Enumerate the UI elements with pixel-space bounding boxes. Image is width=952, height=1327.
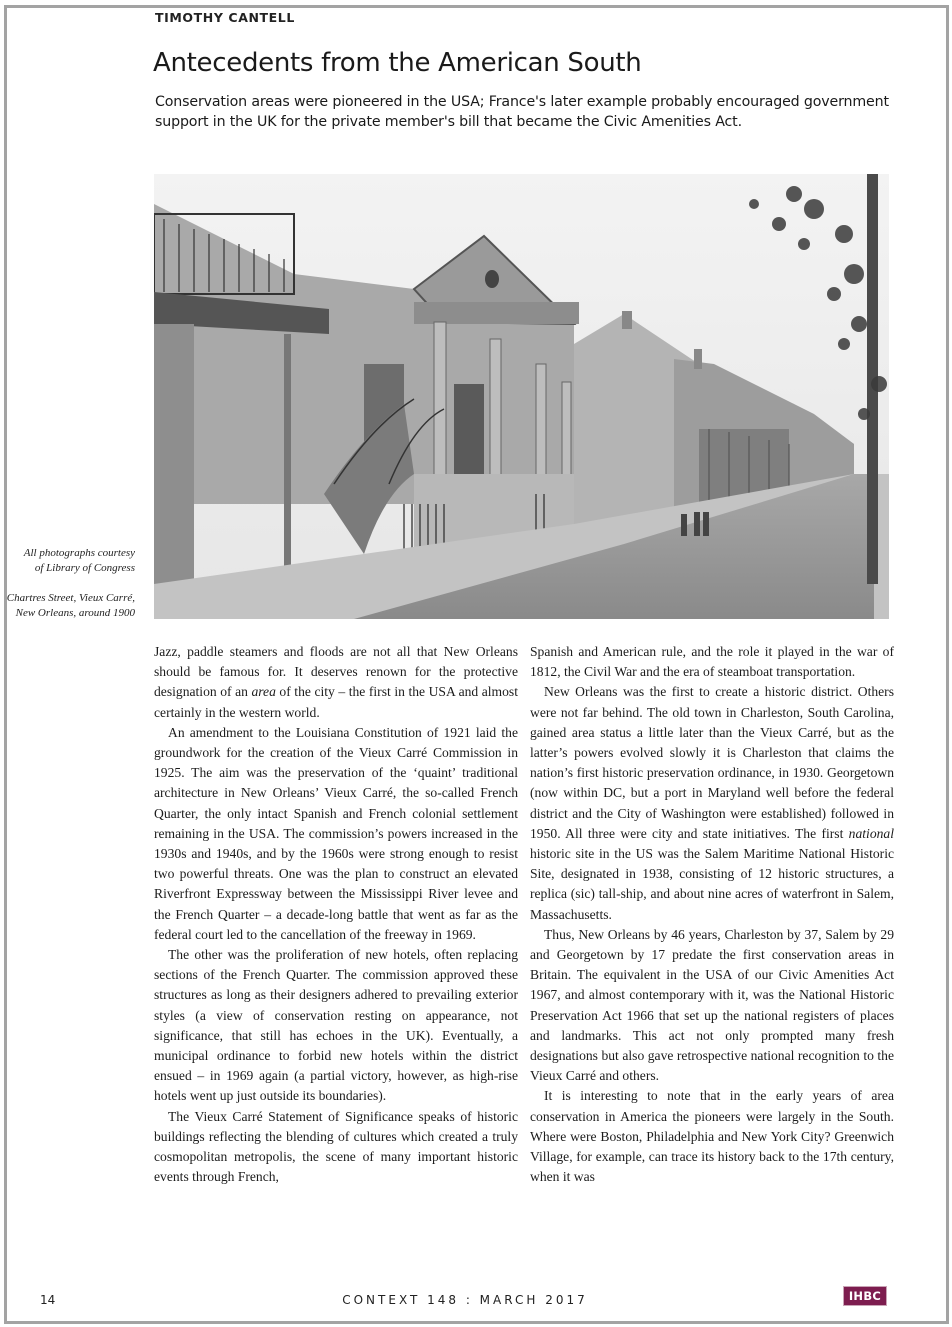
paragraph: The Vieux Carré Statement of Significance speaks of historic buildings reflecting the blending of cultures which created a truly cosmopolitan metropolis, the scene of many important historic events through French, bbox=[154, 1108, 518, 1185]
standfirst: Conservation areas were pioneered in the USA; France's later example probably encouraged government support in the UK for the private member's bill that became the Civic Amenities Act. bbox=[155, 94, 889, 130]
paragraph: Jazz, paddle steamers and floods are not all that New Orleans should be famous for. It deserves renown for the protective designation of an area of the city – the first in the USA and almost certainly in the western world. bbox=[154, 644, 518, 720]
paragraph: Spanish and American rule, and the role it played in the war of 1812, the Civil War and the era of steamboat transportation. bbox=[530, 644, 894, 680]
photo-credit: All photographs courtesy of Library of Congress bbox=[23, 547, 135, 574]
publication-issue: CONTEXT 148 : MARCH 2017 bbox=[342, 1293, 588, 1307]
photo-caption: Chartres Street, Vieux Carré, New Orleans, around 1900 bbox=[6, 592, 135, 619]
paragraph: The other was the proliferation of new hotels, often replacing sections of the French Quarter. The commission approved these structures as long as their designers adhered to prevailing exterior styles (a view of conservation resting on appearance, not significance, that still has echoes in the UK). Eventually, a municipal ordinance to forbid new hotels within the district ensued – in 1969 again (a partial victory, however, as high-rise hotels went up just outside its boundaries). bbox=[154, 947, 518, 1104]
page-number: 14 bbox=[40, 1293, 56, 1307]
body-column-right bbox=[530, 642, 894, 1187]
pedestrians bbox=[681, 512, 709, 536]
author-name: TIMOTHY CANTELL bbox=[155, 10, 295, 25]
paragraph: New Orleans was the first to create a historic district. Others were not far behind. The old town in Charleston, South Carolina, gained area status a little later than the Vieux Carré, but as the latter’s powers evolved slowly it is Charleston that claims the nation’s first historic preservation ordinance, in 1930. Georgetown (now within DC, but a port in Maryland well before the federal district and the City of Washington were established) followed in 1950. All three were city and state initiatives. The first national historic site in the US was the Salem Maritime National Historic Site, designated in 1938, consisting of 12 historic structures, a replica (sic) tall-ship, and about nine acres of waterfront in Salem, Massachusetts. bbox=[530, 684, 894, 922]
ihbc-logo: IHBC bbox=[843, 1286, 887, 1306]
photo-illustration bbox=[154, 174, 889, 619]
paragraph: It is interesting to note that in the early years of area conservation in America the pioneers were largely in the South. Where were Boston, Philadelphia and New York City? Greenwich Village, for example, can trace its history back to the 17th century, when it was bbox=[530, 1088, 894, 1185]
street-photograph bbox=[154, 174, 889, 619]
paragraph: Thus, New Orleans by 46 years, Charleston by 37, Salem by 29 and Georgetown by 17 predate the first conservation areas in Britain. The equivalent in the USA of our Civic Amenities Act 1967, and almost contemporary with it, was the National Historic Preservation Act 1966 that set up the national registers of places and landmarks. This act not only prompted many fresh designations but also gave retrospective national recognition to the Vieux Carré and others. bbox=[530, 926, 894, 1084]
paragraph: An amendment to the Louisiana Constitution of 1921 laid the groundwork for the creation of the Vieux Carré Commission in 1925. The aim was the preservation of the ‘quaint’ traditional architecture in New Orleans’ Vieux Carré, the so-called French Quarter, the only intact Spanish and French colonial settlement remaining in the USA. The commission’s powers increased in the 1930s and 1940s, and by the 1960s were strong enough to resist two powerful threats. One was the plan to construct an elevated Riverfront Expressway between the Mississippi River levee and the French Quarter – a decade-long battle that went as far as the federal court led to the cancellation of the freeway in 1969. bbox=[154, 724, 518, 942]
body-column-left bbox=[154, 642, 518, 1187]
article-title: Antecedents from the American South bbox=[153, 48, 642, 78]
